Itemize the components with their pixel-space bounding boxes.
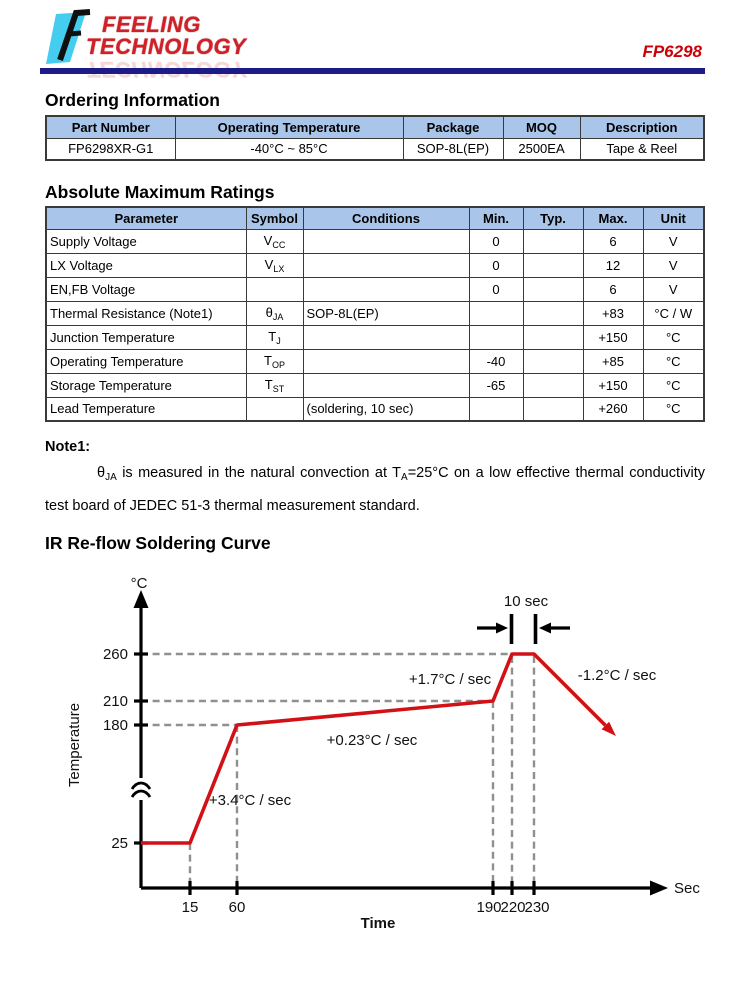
cell-symbol: $V_{CC}$	[246, 229, 303, 253]
cell-symbol: $T_{OP}$	[246, 349, 303, 373]
annotation-ramp-1p7: +1.7°C / sec	[408, 671, 492, 688]
cell-unit: V	[643, 253, 704, 277]
col-unit: Unit	[643, 207, 704, 229]
reflow-curve-title: IR Re-flow Soldering Curve	[45, 533, 271, 553]
cell-conditions	[303, 349, 469, 373]
cell-parameter: Junction Temperature	[46, 325, 246, 349]
cell-min: -65	[469, 373, 523, 397]
cell-max: +85	[583, 349, 643, 373]
col-symbol: Symbol	[246, 207, 303, 229]
cell-conditions: SOP-8L(EP)	[303, 301, 469, 325]
ordering-information-table	[45, 115, 705, 161]
x-tick-220: 220	[500, 899, 526, 916]
cell-typ	[523, 229, 583, 253]
absolute-maximum-ratings-table	[45, 206, 705, 422]
cell-unit: °C	[643, 397, 704, 421]
col-package: Package	[403, 116, 503, 138]
table-row	[46, 253, 704, 277]
cell-symbol: $\theta_{JA}$	[246, 301, 303, 325]
ordering-header-row	[46, 116, 704, 138]
cell-min: -40	[469, 349, 523, 373]
col-description: Description	[580, 116, 704, 138]
ordering-information-title: Ordering Information	[45, 90, 220, 110]
x-unit-label: Sec	[674, 880, 700, 897]
cell-typ	[523, 301, 583, 325]
cell-max: +150	[583, 373, 643, 397]
cell-unit: °C	[643, 373, 704, 397]
table-row	[46, 325, 704, 349]
cell-unit: °C	[643, 349, 704, 373]
x-axis-arrow	[650, 881, 668, 896]
cell-conditions	[303, 373, 469, 397]
y-axis-title: Temperature	[66, 702, 83, 788]
cell-min: 0	[469, 229, 523, 253]
reference-dashed-lines	[141, 654, 534, 886]
cell-min: 0	[469, 253, 523, 277]
cell-parameter: Thermal Resistance (Note1)	[46, 301, 246, 325]
cell-package: SOP-8L(EP)	[403, 138, 503, 160]
cell-unit: V	[643, 277, 704, 301]
cell-parameter: Operating Temperature	[46, 349, 246, 373]
cell-max: 6	[583, 277, 643, 301]
cell-max: +83	[583, 301, 643, 325]
cell-min	[469, 325, 523, 349]
cell-unit: °C	[643, 325, 704, 349]
cell-typ	[523, 325, 583, 349]
cell-unit: °C / W	[643, 301, 704, 325]
cell-symbol	[246, 277, 303, 301]
cell-conditions	[303, 325, 469, 349]
cell-parameter: EN,FB Voltage	[46, 277, 246, 301]
col-moq: MOQ	[503, 116, 580, 138]
cell-symbol	[246, 397, 303, 421]
cell-typ	[523, 397, 583, 421]
annotation-10sec: 10 sec	[503, 593, 549, 610]
col-part-number: Part Number	[46, 116, 175, 138]
brand-name-line1: FEELING	[102, 12, 201, 37]
table-row	[46, 373, 704, 397]
note1-label: Note1:	[45, 439, 91, 455]
annotation-cooldown-1p2: -1.2°C / sec	[577, 667, 657, 684]
y-axis-arrow	[134, 590, 149, 608]
reflow-soldering-curve-chart	[40, 568, 710, 940]
y-tick-210: 210	[102, 693, 128, 710]
x-tick-190: 190	[476, 899, 502, 916]
col-max: Max.	[583, 207, 643, 229]
cell-max: +260	[583, 397, 643, 421]
cell-max: 12	[583, 253, 643, 277]
cell-conditions: (soldering, 10 sec)	[303, 397, 469, 421]
y-axis-break	[131, 778, 151, 800]
cell-moq: 2500EA	[503, 138, 580, 160]
col-min: Min.	[469, 207, 523, 229]
table-row	[46, 301, 704, 325]
brand-logo	[40, 6, 280, 72]
col-conditions: Conditions	[303, 207, 469, 229]
right-interval-arrowhead	[539, 623, 551, 634]
cell-min	[469, 397, 523, 421]
ten-sec-marker	[477, 614, 570, 644]
x-axis-title: Time	[360, 915, 396, 932]
cell-typ	[523, 373, 583, 397]
col-operating-temperature: Operating Temperature	[175, 116, 403, 138]
cell-unit: V	[643, 229, 704, 253]
x-tick-15: 15	[181, 899, 199, 916]
cell-parameter: Lead Temperature	[46, 397, 246, 421]
cell-parameter: Storage Temperature	[46, 373, 246, 397]
absolute-maximum-ratings-title: Absolute Maximum Ratings	[45, 182, 275, 202]
table-row	[46, 138, 704, 160]
y-tick-180: 180	[102, 717, 128, 734]
cell-symbol: $T_J$	[246, 325, 303, 349]
header-divider	[40, 68, 705, 74]
note1-block	[45, 439, 705, 520]
cell-typ	[523, 253, 583, 277]
left-interval-arrowhead	[496, 623, 508, 634]
cell-conditions	[303, 253, 469, 277]
document-part-number: FP6298	[642, 42, 702, 61]
table-row	[46, 397, 704, 421]
cell-min	[469, 301, 523, 325]
cell-parameter: Supply Voltage	[46, 229, 246, 253]
cell-typ	[523, 349, 583, 373]
y-tick-25: 25	[111, 835, 128, 852]
table-row	[46, 277, 704, 301]
cell-min: 0	[469, 277, 523, 301]
cell-symbol: $T_{ST}$	[246, 373, 303, 397]
cell-typ	[523, 277, 583, 301]
annotation-ramp-3p4: +3.4°C / sec	[208, 792, 292, 809]
note1-text: $\theta_{JA}$ is measured in the natural convection at $T_A=25^\circ C$ on a low effective thermal conductivity test board of JEDEC 51-3 thermal measurement standard.	[45, 465, 705, 514]
table-row	[46, 349, 704, 373]
cell-operating-temperature: -40°C ~ 85°C	[175, 138, 403, 160]
amr-header-row	[46, 207, 704, 229]
cell-symbol: $V_{LX}$	[246, 253, 303, 277]
cell-conditions	[303, 229, 469, 253]
annotation-ramp-0p23: +0.23°C / sec	[326, 732, 418, 749]
cell-description: Tape & Reel	[580, 138, 704, 160]
col-parameter: Parameter	[46, 207, 246, 229]
y-unit-label: °C	[130, 575, 148, 592]
cell-max: +150	[583, 325, 643, 349]
cell-conditions	[303, 277, 469, 301]
brand-name-line2: TECHNOLOGY	[86, 34, 247, 59]
cell-max: 6	[583, 229, 643, 253]
y-tick-260: 260	[102, 646, 128, 663]
table-row	[46, 229, 704, 253]
cell-parameter: LX Voltage	[46, 253, 246, 277]
cell-part-number: FP6298XR-G1	[46, 138, 175, 160]
x-tick-60: 60	[228, 899, 246, 916]
x-tick-230: 230	[524, 899, 550, 916]
col-typ: Typ.	[523, 207, 583, 229]
